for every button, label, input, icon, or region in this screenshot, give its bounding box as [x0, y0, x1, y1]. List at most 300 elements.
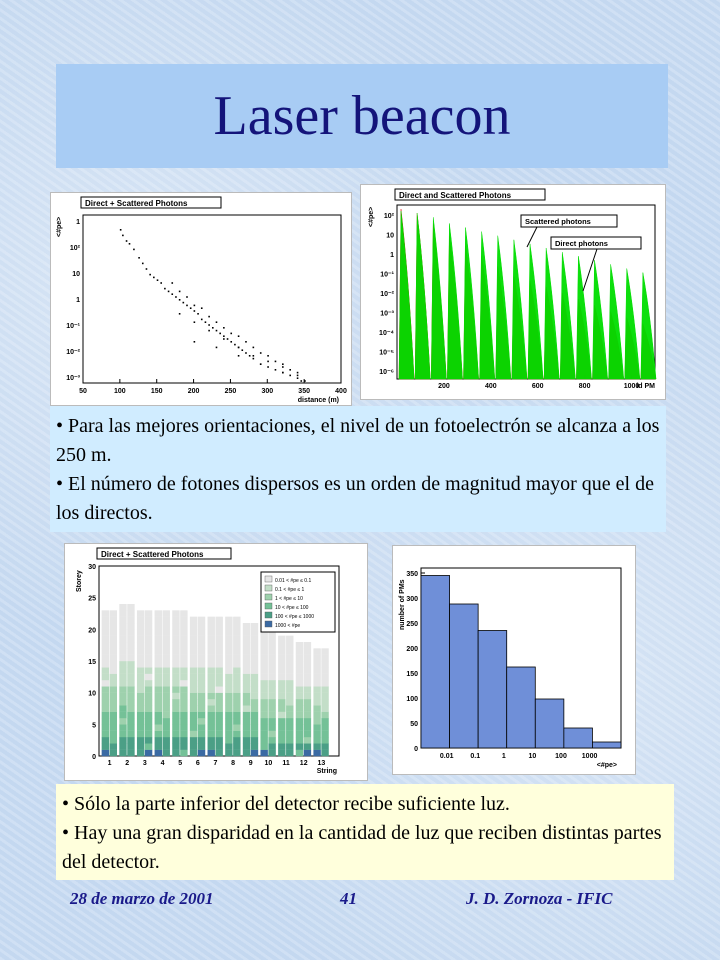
- storey-cell: [233, 712, 240, 719]
- storey-cell: [215, 629, 222, 636]
- storey-cell: [251, 718, 258, 725]
- storey-cell: [260, 642, 267, 649]
- storey-cell: [208, 629, 215, 636]
- storey-cell: [243, 693, 250, 700]
- storey-cell: [127, 610, 134, 617]
- plot-frame: [83, 215, 341, 383]
- data-point: [304, 380, 306, 382]
- y-tick-label: 1: [76, 219, 80, 226]
- data-point: [208, 330, 210, 332]
- storey-cell: [190, 661, 197, 668]
- storey-cell: [102, 661, 109, 668]
- y-axis-label: <#pe>: [56, 216, 63, 237]
- storey-cell: [172, 743, 179, 750]
- storey-cell: [304, 674, 311, 681]
- storey-cell: [155, 699, 162, 706]
- x-tick-label: 600: [531, 383, 544, 390]
- storey-cell: [145, 693, 152, 700]
- y-tick-label: 200: [406, 646, 418, 653]
- y-axis-label: <#pe>: [368, 206, 375, 227]
- data-point: [186, 305, 188, 307]
- storey-cell: [172, 724, 179, 731]
- storey-cell: [208, 712, 215, 719]
- bullet-top-1: • Para las mejores orientaciones, el nivel de un fotoelectrón se alcanza a los 250 m.: [56, 415, 660, 466]
- data-point: [208, 316, 210, 318]
- storey-cell: [180, 648, 187, 655]
- storey-cell: [215, 674, 222, 681]
- data-point: [297, 377, 299, 379]
- storey-cell: [180, 686, 187, 693]
- storey-cell: [172, 693, 179, 700]
- storey-cell: [313, 680, 320, 687]
- storey-cell: [286, 699, 293, 706]
- storey-cell: [233, 617, 240, 624]
- annotation-scattered: Scattered photons: [525, 217, 591, 226]
- storey-cell: [102, 693, 109, 700]
- storey-cell: [208, 636, 215, 643]
- storey-cell: [163, 655, 170, 662]
- storey-cell: [208, 648, 215, 655]
- x-tick-label: 1: [501, 753, 506, 760]
- storey-cell: [145, 610, 152, 617]
- storey-cell: [198, 674, 205, 681]
- storey-cell: [286, 743, 293, 750]
- storey-cell: [180, 750, 187, 757]
- storey-cell: [225, 699, 232, 706]
- x-tick-label: 3: [142, 760, 147, 767]
- storey-cell: [251, 667, 258, 674]
- chart-title: Direct and Scattered Photons: [399, 191, 512, 200]
- storey-cell: [268, 731, 275, 738]
- storey-cell: [110, 617, 117, 624]
- storey-cell: [145, 617, 152, 624]
- data-point: [223, 335, 225, 337]
- x-tick-label: 13: [317, 760, 326, 767]
- storey-cell: [127, 623, 134, 630]
- data-point: [253, 347, 255, 349]
- storey-cell: [145, 674, 152, 681]
- storey-cell: [190, 629, 197, 636]
- storey-cell: [225, 629, 232, 636]
- storey-cell: [321, 705, 328, 712]
- storey-cell: [208, 724, 215, 731]
- y-tick-label: 250: [406, 621, 418, 628]
- storey-cell: [278, 731, 285, 738]
- storey-cell: [180, 674, 187, 681]
- storey-cell: [127, 750, 134, 757]
- storey-cell: [137, 699, 144, 706]
- storey-cell: [127, 636, 134, 643]
- storey-cell: [268, 648, 275, 655]
- storey-cell: [278, 686, 285, 693]
- storey-cell: [198, 743, 205, 750]
- storey-cell: [243, 743, 250, 750]
- data-point: [168, 291, 170, 293]
- storey-cell: [102, 743, 109, 750]
- x-tick-label: 11: [282, 760, 290, 767]
- storey-cell: [127, 731, 134, 738]
- storey-cell: [110, 718, 117, 725]
- storey-cell: [180, 667, 187, 674]
- storey-cell: [145, 629, 152, 636]
- bullet-bottom-1: • Sólo la parte inferior del detector recibe suficiente luz.: [62, 793, 510, 815]
- storey-cell: [102, 731, 109, 738]
- storey-cell: [313, 693, 320, 700]
- data-point: [138, 257, 140, 259]
- storey-cell: [198, 629, 205, 636]
- storey-cell: [243, 724, 250, 731]
- detector-panel: [64, 543, 368, 781]
- storey-cell: [102, 737, 109, 744]
- storey-cell: [260, 661, 267, 668]
- storey-cell: [286, 737, 293, 744]
- storey-cell: [225, 750, 232, 757]
- storey-cell: [268, 712, 275, 719]
- storey-cell: [233, 629, 240, 636]
- storey-cell: [225, 655, 232, 662]
- storey-cell: [251, 674, 258, 681]
- storey-cell: [172, 617, 179, 624]
- storey-cell: [286, 712, 293, 719]
- storey-cell: [243, 699, 250, 706]
- storey-cell: [145, 686, 152, 693]
- storey-cell: [260, 705, 267, 712]
- storey-cell: [172, 750, 179, 757]
- y-tick-label: 10: [88, 690, 96, 698]
- storey-cell: [155, 636, 162, 643]
- storey-cell: [163, 661, 170, 668]
- storey-cell: [313, 699, 320, 706]
- storey-cell: [119, 617, 126, 624]
- annotation-direct: Direct photons: [555, 239, 608, 248]
- data-point: [267, 361, 269, 363]
- x-tick-label: 400: [335, 388, 347, 395]
- storey-cell: [251, 743, 258, 750]
- storey-cell: [163, 712, 170, 719]
- storey-cell: [268, 693, 275, 700]
- data-point: [223, 338, 225, 340]
- data-point: [227, 338, 229, 340]
- storey-cell: [102, 680, 109, 687]
- storey-cell: [260, 693, 267, 700]
- data-point: [122, 235, 124, 237]
- storey-cell: [137, 623, 144, 630]
- storey-cell: [172, 680, 179, 687]
- bullet-bottom-2: • Hay una gran disparidad en la cantidad de luz que reciben distintas partes del detector.: [62, 822, 662, 873]
- storey-cell: [119, 699, 126, 706]
- storey-cell: [215, 731, 222, 738]
- footer-date: 28 de marzo de 2001: [70, 889, 214, 908]
- storey-cell: [278, 693, 285, 700]
- storey-cell: [163, 617, 170, 624]
- storey-cell: [163, 642, 170, 649]
- data-point: [297, 372, 299, 374]
- storey-cell: [208, 623, 215, 630]
- data-point: [275, 369, 277, 371]
- storey-cell: [110, 724, 117, 731]
- storey-cell: [163, 718, 170, 725]
- storey-cell: [102, 648, 109, 655]
- data-point: [300, 380, 302, 382]
- storey-cell: [155, 693, 162, 700]
- storey-cell: [233, 731, 240, 738]
- y-tick-label: 10⁻⁵: [379, 349, 394, 357]
- storey-cell: [127, 686, 134, 693]
- storey-cell: [286, 705, 293, 712]
- footer-page: 41: [340, 889, 357, 908]
- data-point: [190, 307, 192, 309]
- storey-cell: [180, 610, 187, 617]
- y-tick-label: 15: [88, 659, 96, 666]
- storey-cell: [215, 655, 222, 662]
- storey-cell: [190, 724, 197, 731]
- storey-cell: [233, 705, 240, 712]
- storey-cell: [119, 674, 126, 681]
- y-tick-label: 0: [414, 746, 418, 753]
- storey-cell: [172, 674, 179, 681]
- footer-author: J. D. Zornoza - IFIC: [466, 889, 613, 908]
- chart-title: Direct + Scattered Photons: [85, 199, 188, 208]
- storey-cell: [215, 699, 222, 706]
- x-tick-label: 800: [578, 383, 591, 390]
- storey-cell: [268, 661, 275, 668]
- storey-cell: [286, 674, 293, 681]
- storey-cell: [304, 750, 311, 757]
- storey-cell: [251, 623, 258, 630]
- storey-cell: [110, 623, 117, 630]
- y-tick-label: 1: [76, 297, 80, 304]
- storey-cell: [243, 629, 250, 636]
- storey-cell: [198, 724, 205, 731]
- y-tick-label: 25: [88, 595, 96, 603]
- storey-cell: [208, 731, 215, 738]
- storey-cell: [198, 667, 205, 674]
- storey-cell: [208, 743, 215, 750]
- storey-cell: [251, 705, 258, 712]
- data-point: [194, 321, 196, 323]
- x-tick-label: 7: [213, 760, 218, 767]
- storey-cell: [155, 623, 162, 630]
- storey-cell: [225, 731, 232, 738]
- storey-cell: [260, 718, 267, 725]
- y-tick-label: 20: [88, 627, 96, 635]
- storey-cell: [260, 674, 267, 681]
- x-tick-label: 100: [555, 753, 567, 760]
- storey-cell: [190, 699, 197, 706]
- storey-cell: [172, 686, 179, 693]
- storey-cell: [278, 724, 285, 731]
- storey-cell: [119, 737, 126, 744]
- storey-cell: [145, 655, 152, 662]
- storey-cell: [225, 623, 232, 630]
- storey-cell: [268, 699, 275, 706]
- storey-cell: [137, 724, 144, 731]
- storey-cell: [137, 636, 144, 643]
- x-tick-label: 2: [125, 760, 130, 767]
- storey-cell: [243, 737, 250, 744]
- storey-cell: [180, 737, 187, 744]
- storey-cell: [163, 610, 170, 617]
- storey-cell: [268, 718, 275, 725]
- storey-cell: [172, 667, 179, 674]
- storey-cell: [313, 655, 320, 662]
- storey-cell: [243, 636, 250, 643]
- storey-cell: [155, 661, 162, 668]
- storey-cell: [102, 724, 109, 731]
- storey-cell: [102, 629, 109, 636]
- storey-cell: [225, 712, 232, 719]
- storey-cell: [155, 686, 162, 693]
- storey-cell: [172, 623, 179, 630]
- y-tick-label: 10⁻³: [66, 375, 80, 382]
- storey-cell: [296, 642, 303, 649]
- storey-cell: [215, 743, 222, 750]
- storey-cell: [155, 743, 162, 750]
- storey-cell: [119, 718, 126, 725]
- storey-cell: [119, 680, 126, 687]
- storey-cell: [127, 604, 134, 611]
- storey-cell: [163, 629, 170, 636]
- storey-cell: [225, 680, 232, 687]
- storey-cell: [110, 642, 117, 649]
- storey-cell: [145, 680, 152, 687]
- storey-cell: [215, 693, 222, 700]
- storey-cell: [321, 680, 328, 687]
- storey-cell: [215, 712, 222, 719]
- storey-cell: [243, 661, 250, 668]
- storey-cell: [296, 674, 303, 681]
- storey-cell: [180, 693, 187, 700]
- storey-cell: [225, 718, 232, 725]
- storey-cell: [225, 705, 232, 712]
- storey-cell: [286, 636, 293, 643]
- storey-cell: [215, 680, 222, 687]
- data-point: [241, 349, 243, 351]
- storey-cell: [145, 648, 152, 655]
- data-point: [149, 274, 151, 276]
- storey-cell: [208, 642, 215, 649]
- storey-cell: [208, 617, 215, 624]
- data-point: [216, 330, 218, 332]
- storey-cell: [198, 737, 205, 744]
- storey-cell: [296, 680, 303, 687]
- storey-cell: [251, 655, 258, 662]
- legend-label: 10 < #pe ≤ 100: [275, 605, 309, 611]
- storey-cell: [243, 648, 250, 655]
- storey-cell: [296, 724, 303, 731]
- x-tick-label: 200: [438, 383, 450, 390]
- storey-cell: [233, 718, 240, 725]
- storey-cell: [251, 737, 258, 744]
- legend-label: 0.1 < #pe ≤ 1: [275, 587, 305, 593]
- storey-cell: [278, 712, 285, 719]
- storey-cell: [102, 617, 109, 624]
- data-point: [179, 313, 181, 315]
- storey-cell: [102, 674, 109, 681]
- storey-cell: [102, 667, 109, 674]
- storey-cell: [243, 686, 250, 693]
- storey-cell: [119, 750, 126, 757]
- storey-cell: [110, 661, 117, 668]
- storey-cell: [251, 642, 258, 649]
- data-point: [205, 321, 207, 323]
- storey-cell: [190, 686, 197, 693]
- data-point: [201, 307, 203, 309]
- storey-cell: [127, 674, 134, 681]
- storey-cell: [180, 661, 187, 668]
- storey-cell: [172, 648, 179, 655]
- storey-cell: [190, 648, 197, 655]
- storey-cell: [268, 686, 275, 693]
- storey-cell: [215, 750, 222, 757]
- storey-cell: [119, 636, 126, 643]
- x-tick-label: 300: [261, 388, 274, 395]
- histogram-bar: [478, 631, 507, 749]
- x-axis-label: distance (m): [297, 397, 339, 404]
- storey-cell: [190, 718, 197, 725]
- storey-cell: [251, 661, 258, 668]
- histogram-bar: [507, 667, 536, 748]
- data-point: [171, 282, 173, 284]
- storey-cell: [198, 699, 205, 706]
- storey-cell: [190, 617, 197, 624]
- storey-cell: [268, 680, 275, 687]
- storey-cell: [163, 686, 170, 693]
- data-point: [282, 363, 284, 365]
- storey-cell: [110, 693, 117, 700]
- storey-cell: [163, 623, 170, 630]
- storey-cell: [198, 623, 205, 630]
- storey-cell: [208, 655, 215, 662]
- storey-cell: [243, 712, 250, 719]
- storey-cell: [198, 686, 205, 693]
- storey-cell: [286, 648, 293, 655]
- x-tick-label: 1: [107, 760, 112, 767]
- storey-cell: [163, 737, 170, 744]
- storey-cell: [155, 610, 162, 617]
- storey-cell: [119, 667, 126, 674]
- y-axis-label: Storey: [76, 570, 83, 592]
- storey-cell: [225, 617, 232, 624]
- legend-label: 1 < #pe ≤ 10: [275, 596, 303, 602]
- storey-cell: [321, 686, 328, 693]
- photon-panel: [360, 184, 666, 400]
- storey-cell: [190, 674, 197, 681]
- storey-cell: [233, 655, 240, 662]
- storey-cell: [119, 705, 126, 712]
- storey-cell: [313, 661, 320, 668]
- storey-cell: [110, 629, 117, 636]
- data-point: [129, 243, 131, 245]
- storey-cell: [198, 712, 205, 719]
- storey-cell: [145, 636, 152, 643]
- storey-cell: [296, 743, 303, 750]
- data-point: [238, 355, 240, 357]
- storey-cell: [286, 661, 293, 668]
- y-tick-label: 10⁻⁴: [379, 330, 394, 337]
- storey-cell: [102, 750, 109, 757]
- storey-cell: [268, 674, 275, 681]
- storey-cell: [208, 699, 215, 706]
- top-text-box: [50, 406, 666, 532]
- storey-cell: [198, 661, 205, 668]
- storey-cell: [286, 686, 293, 693]
- storey-cell: [155, 667, 162, 674]
- storey-cell: [304, 705, 311, 712]
- storey-cell: [198, 705, 205, 712]
- x-tick-label: 0.01: [439, 753, 454, 760]
- storey-cell: [225, 686, 232, 693]
